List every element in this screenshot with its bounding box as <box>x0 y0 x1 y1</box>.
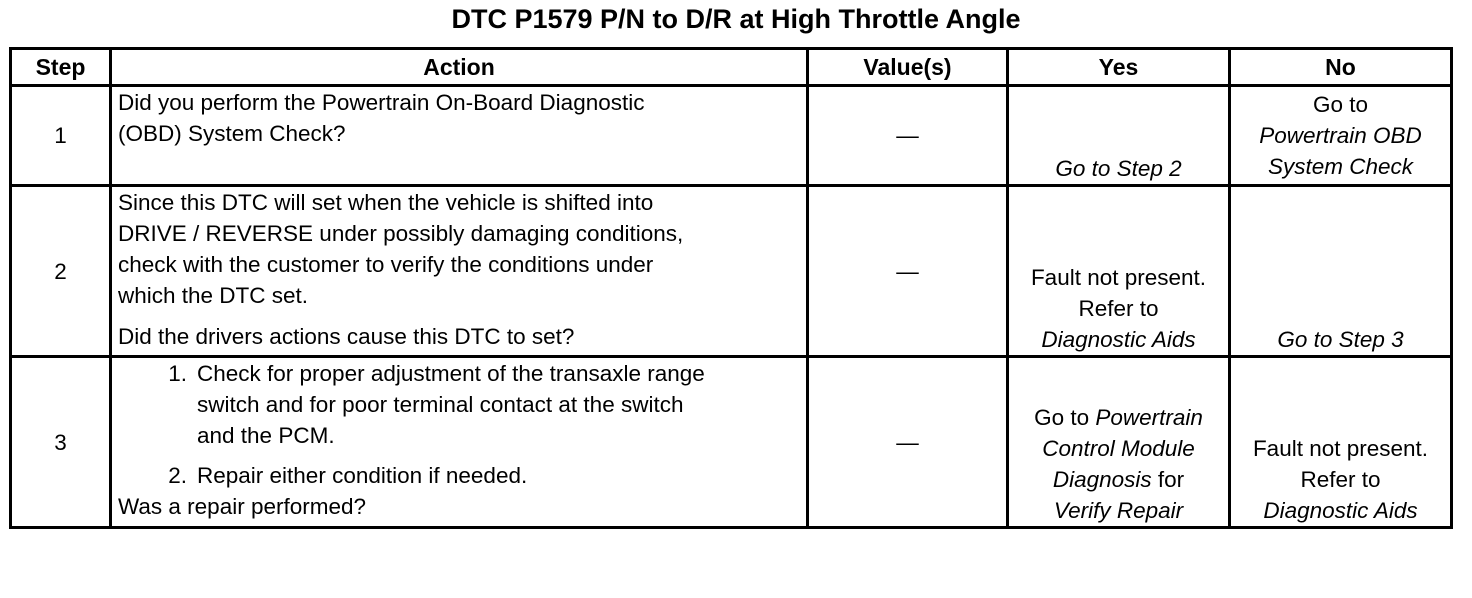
action-text: (OBD) System Check? <box>118 121 346 146</box>
yes-line <box>1015 464 1222 495</box>
yes-cell <box>1008 86 1230 186</box>
header-row <box>11 49 1452 86</box>
no-text: Fault not present. <box>1252 436 1429 461</box>
value-cell: — <box>808 357 1008 528</box>
header-step: Step <box>11 49 111 86</box>
list-line: Repair either condition if needed. <box>197 463 528 488</box>
no-link[interactable]: System Check <box>1267 154 1414 179</box>
yes-link[interactable]: Powertrain <box>1095 405 1203 430</box>
action-cell <box>111 86 808 186</box>
spacer <box>118 311 800 321</box>
step-number: 3 <box>11 357 111 528</box>
table-row-step-1 <box>11 86 1452 186</box>
step-number: 2 <box>11 186 111 357</box>
step-number: 1 <box>11 86 111 186</box>
yes-link[interactable]: Go to Step 2 <box>1055 156 1182 181</box>
yes-text: Go to <box>1034 405 1090 430</box>
list-line: Check for proper adjustment of the transaxle range <box>197 361 705 386</box>
header-no: No <box>1230 49 1452 86</box>
yes-text: Refer to <box>1078 296 1159 321</box>
value-cell: — <box>808 86 1008 186</box>
list-line: switch and for poor terminal contact at the switch <box>197 392 684 417</box>
action-cell <box>111 186 808 357</box>
list-item <box>118 358 800 451</box>
no-text: Go to <box>1312 92 1369 117</box>
list-number: 2. <box>168 463 187 488</box>
yes-link[interactable]: Diagnostic Aids <box>1041 327 1196 352</box>
no-link[interactable]: Powertrain OBD <box>1259 123 1422 148</box>
diagnostic-table <box>9 47 1453 529</box>
yes-text: Fault not present. <box>1030 265 1207 290</box>
yes-cell <box>1008 357 1230 528</box>
page-title: DTC P1579 P/N to D/R at High Throttle Angle <box>451 4 1021 34</box>
action-cell <box>111 357 808 528</box>
table-row-step-2 <box>11 186 1452 357</box>
action-text: DRIVE / REVERSE under possibly damaging conditions, <box>118 221 684 246</box>
action-text: which the DTC set. <box>118 283 309 308</box>
no-cell <box>1230 86 1452 186</box>
yes-link[interactable]: Control Module <box>1042 436 1195 461</box>
yes-link[interactable]: Verify Repair <box>1053 498 1184 523</box>
no-cell <box>1230 357 1452 528</box>
no-link[interactable]: Go to Step 3 <box>1277 327 1404 352</box>
list-text <box>197 460 800 491</box>
header-action: Action <box>111 49 808 86</box>
yes-link[interactable]: Diagnosis <box>1052 467 1152 492</box>
action-question: Was a repair performed? <box>118 494 367 519</box>
list-line: and the PCM. <box>197 423 335 448</box>
list-item <box>118 460 800 491</box>
yes-text: for <box>1157 467 1185 492</box>
list-text <box>197 358 800 451</box>
table-row-step-3 <box>11 357 1452 528</box>
action-text: check with the customer to verify the conditions under <box>118 252 654 277</box>
no-text: Refer to <box>1300 467 1381 492</box>
yes-line <box>1015 402 1222 433</box>
action-list <box>118 358 800 491</box>
action-question: Did the drivers actions cause this DTC to set? <box>118 324 575 349</box>
header-yes: Yes <box>1008 49 1230 86</box>
action-text: Did you perform the Powertrain On-Board Diagnostic <box>118 90 645 115</box>
yes-cell <box>1008 186 1230 357</box>
list-number: 1. <box>168 361 187 386</box>
no-cell <box>1230 186 1452 357</box>
no-link[interactable]: Diagnostic Aids <box>1263 498 1418 523</box>
action-text: Since this DTC will set when the vehicle is shifted into <box>118 190 654 215</box>
value-cell: — <box>808 186 1008 357</box>
header-values: Value(s) <box>808 49 1008 86</box>
